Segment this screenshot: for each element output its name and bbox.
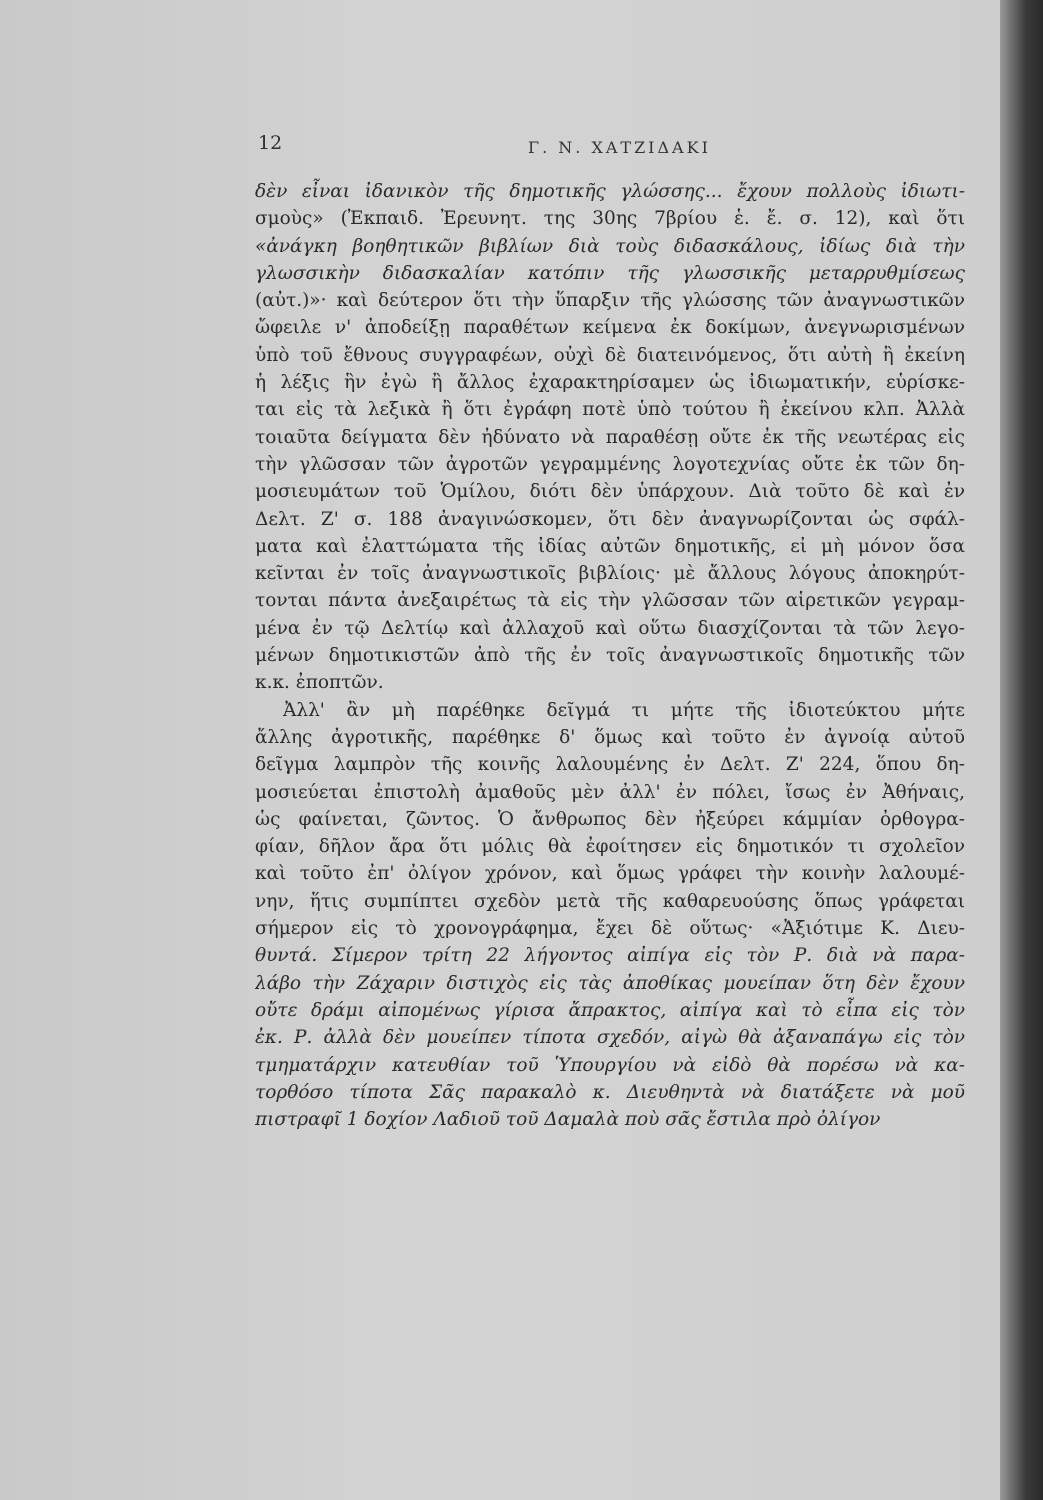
text-line: «ἀνάγκη βοηθητικῶν βιβλίων διὰ τοὺς διδασκάλους, ἰδίως διὰ τὴν — [255, 235, 965, 257]
text-line: τμηματάρχιν κατευθίαν τοῦ Ὑπουργίου νὰ εἰδὸ θὰ πορέσω νὰ κα- — [255, 1054, 965, 1076]
text-line: οὔτε δράμι αἰπομένως γίρισα ἄπρακτος, αἰπίγα καὶ τὸ εἶπα εἰς τὸν — [255, 999, 965, 1021]
text-line: κ.κ. ἐποπτῶν. — [255, 672, 384, 694]
text-line: φίαν, δῆλον ἄρα ὅτι μόλις θὰ ἐφοίτησεν εἰς δημοτικόν τι σχολεῖον — [255, 836, 965, 858]
text-line: γλωσσικὴν διδασκαλίαν κατόπιν τῆς γλωσσικῆς μεταρρυθμίσεως — [255, 262, 965, 284]
text-line: ἐκ. Ρ. ἀλλὰ δὲν μουείπεν τίποτα σχεδόν, αἰγὼ θὰ ἀξαναπάγω εἰς τὸν — [255, 1027, 965, 1049]
page-number: 12 — [258, 132, 283, 154]
text-line: ἄλλης ἀγροτικῆς, παρέθηκε δ' ὅμως καὶ τοῦτο ἐν ἀγνοίᾳ αὐτοῦ — [255, 726, 965, 748]
header-author: Γ. Ν. ΧΑΤΖΙΔΑΚΙ — [528, 138, 711, 157]
text-line: μοσιευμάτων τοῦ Ὁμίλου, διότι δὲν ὑπάρχουν. Διὰ τοῦτο δὲ καὶ ἐν — [255, 481, 965, 503]
text-line: Δελτ. Ζ' σ. 188 ἀναγινώσκομεν, ὅτι δὲν ἀναγνωρίζονται ὡς σφάλ- — [255, 508, 965, 530]
text-line: ματα καὶ ἐλαττώματα τῆς ἰδίας αὐτῶν δημοτικῆς, εἰ μὴ μόνον ὅσα — [255, 535, 965, 557]
book-binding-edge — [1000, 0, 1043, 1500]
text-line: ὑπὸ τοῦ ἔθνους συγγραφέων, οὐχὶ δὲ διατεινόμενος, ὅτι αὐτὴ ἢ ἐκείνη — [255, 344, 965, 366]
text-line: ται εἰς τὰ λεξικὰ ἢ ὅτι ἐγράφη ποτὲ ὑπὸ τούτου ἢ ἐκείνου κλπ. Ἀλλὰ — [255, 399, 965, 421]
text-line: τὴν γλῶσσαν τῶν ἀγροτῶν γεγραμμένης λογοτεχνίας οὔτε ἐκ τῶν δη- — [255, 453, 965, 475]
text-line: δεῖγμα λαμπρὸν τῆς κοινῆς λαλουμένης ἐν Δελτ. Ζ' 224, ὅπου δη- — [255, 754, 965, 776]
text-line: σήμερον εἰς τὸ χρονογράφημα, ἔχει δὲ οὕτως· «Ἀξιότιμε Κ. Διευ- — [255, 918, 965, 940]
text-line: λάβο τὴν Ζάχαριν διστιχὸς εἰς τὰς ἀποθίκας μουείπαν ὅτη δὲν ἔχουν — [255, 972, 965, 994]
text-line: νην, ἥτις συμπίπτει σχεδὸν μετὰ τῆς καθαρευούσης ὅπως γράφεται — [255, 890, 965, 912]
text-line: (αὐτ.)»· καὶ δεύτερον ὅτι τὴν ὕπαρξιν τῆς γλώσσης τῶν ἀναγνωστικῶν — [255, 290, 965, 312]
text-line: κεῖνται ἐν τοῖς ἀναγνωστικοῖς βιβλίοις· μὲ ἄλλους λόγους ἀποκηρύτ- — [255, 563, 965, 585]
body-text — [255, 178, 965, 1133]
text-line: ὤφειλε ν' ἀποδείξῃ παραθέτων κείμενα ἐκ δοκίμων, ἀνεγνωρισμένων — [255, 317, 965, 339]
text-line: τοιαῦτα δείγματα δὲν ἠδύνατο νὰ παραθέσῃ οὔτε ἐκ τῆς νεωτέρας εἰς — [255, 426, 965, 448]
text-line: τονται πάντα ἀνεξαιρέτως τὰ εἰς τὴν γλῶσσαν τῶν αἱρετικῶν γεγραμ- — [255, 590, 965, 612]
text-line: μένα ἐν τῷ Δελτίῳ καὶ ἀλλαχοῦ καὶ οὕτω διασχίζονται τὰ τῶν λεγο- — [255, 617, 965, 639]
text-line: δὲν εἶναι ἰδανικὸν τῆς δημοτικῆς γλώσσης... ἔχουν πολλοὺς ἰδιωτι- — [255, 181, 965, 202]
text-line: σμοὺς» (Ἐκπαιδ. Ἐρευνητ. της 30ης 7βρίου ἑ. ἔ. σ. 12), καὶ ὅτι — [255, 208, 965, 230]
text-line: μοσιεύεται ἐπιστολὴ ἀμαθοῦς μὲν ἀλλ' ἐν πόλει, ἴσως ἐν Ἀθήναις, — [255, 781, 965, 803]
text-line: μένων δημοτικιστῶν ἀπὸ τῆς ἐν τοῖς ἀναγνωστικοῖς δημοτικῆς τῶν — [255, 645, 965, 667]
text-line: Ἀλλ' ἂν μὴ παρέθηκε δεῖγμά τι μήτε τῆς ἰδιοτεύκτου μήτε — [283, 699, 965, 721]
text-line: ὡς φαίνεται, ζῶντος. Ὁ ἄνθρωπος δὲν ἠξεύρει κάμμίαν ὀρθογρα- — [255, 808, 965, 830]
text-line: καὶ τοῦτο ἐπ' ὀλίγον χρόνον, καὶ ὅμως γράφει τὴν κοινὴν λαλουμέ- — [255, 863, 965, 885]
text-line: τορθόσο τίποτα Σᾶς παρακαλὸ κ. Διευθηντὰ νὰ διατάξετε νὰ μοῦ — [255, 1081, 965, 1103]
text-line: θυντά. Σίμερον τρίτη 22 λήγοντος αἰπίγα εἰς τὸν Ρ. διὰ νὰ παρα- — [255, 945, 965, 967]
text-line: ἡ λέξις ἣν ἐγὼ ἢ ἄλλος ἐχαρακτηρίσαμεν ὡς ἰδιωματικήν, εὑρίσκε- — [255, 372, 965, 394]
running-head — [258, 132, 978, 162]
text-line: πιστραφῖ 1 δοχίον Λαδιοῦ τοῦ Δαμαλὰ ποὺ σᾶς ἔστιλα πρὸ ὀλίγον — [255, 1109, 881, 1131]
